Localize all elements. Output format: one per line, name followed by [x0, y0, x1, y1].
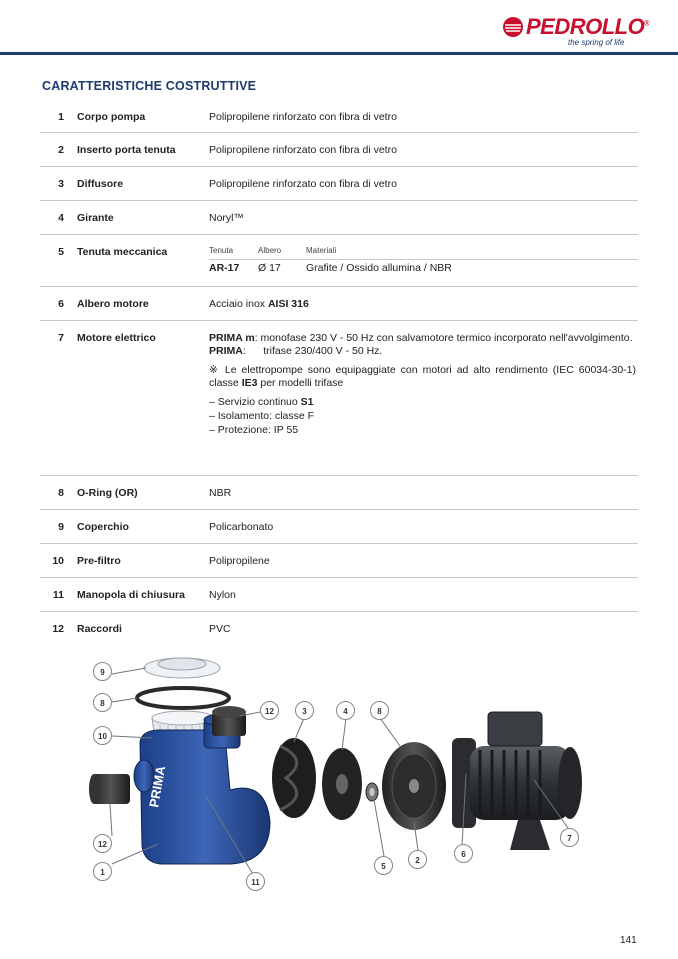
callout-marker: 10: [93, 726, 112, 745]
page-number: 141: [620, 935, 637, 946]
row-value: Polipropilene rinforzato con fibra di vetro: [209, 178, 397, 190]
row-number: 7: [58, 332, 64, 344]
table-row: [40, 133, 638, 167]
row-name: Motore elettrico: [77, 332, 156, 344]
row-name: Inserto porta tenuta: [77, 144, 176, 156]
row-number: 9: [58, 521, 64, 533]
row-name: Manopola di chiusura: [77, 589, 185, 601]
row-number: 4: [58, 212, 64, 224]
exploded-pump-diagram: [80, 650, 600, 900]
row-number: 1: [58, 111, 64, 123]
pump-illustration: [80, 650, 600, 900]
table-row: [40, 544, 638, 578]
motor-bullet: – Servizio continuo S1: [209, 396, 314, 408]
row-name: Diffusore: [77, 178, 124, 190]
table-row: [40, 201, 638, 235]
row-number: 3: [58, 178, 64, 190]
spec-table: [40, 100, 638, 645]
table-row: [40, 476, 638, 510]
callout-marker: 11: [246, 872, 265, 891]
row-value: Acciaio inox AISI 316: [209, 298, 309, 310]
row-name: Girante: [77, 212, 114, 224]
callout-marker: 7: [560, 828, 579, 847]
row-number: 6: [58, 298, 64, 310]
o-ring: [137, 688, 229, 708]
mechanical-seal: [366, 783, 378, 801]
impeller: [322, 748, 362, 820]
section-title: CARATTERISTICHE COSTRUTTIVE: [42, 79, 257, 93]
brand-logo: [502, 14, 652, 50]
row-value: Nylon: [209, 589, 236, 601]
table-row: [40, 510, 638, 544]
callout-marker: 1: [93, 862, 112, 881]
fitting-left: [89, 774, 130, 804]
table-row: [40, 235, 638, 287]
callout-marker: 3: [295, 701, 314, 720]
shaft-value: Ø 17: [258, 262, 281, 274]
note-symbol-icon: ※: [209, 364, 220, 376]
sub-table-rule: [209, 259, 638, 260]
motor-line-single-phase: PRIMA m: monofase 230 V - 50 Hz con salvamotore termico incorporato nell'avvolgimento.: [209, 332, 633, 344]
callout-marker: 6: [454, 844, 473, 863]
row-value: Polipropilene: [209, 555, 270, 567]
motor-bullet: – Isolamento: classe F: [209, 410, 315, 422]
body-label: PRIMA: [146, 764, 169, 809]
row-name: Raccordi: [77, 623, 122, 635]
row-number: 5: [58, 246, 64, 258]
materials-value: Grafite / Ossido allumina / NBR: [306, 262, 452, 274]
table-row: [40, 100, 638, 133]
row-value: Noryl™: [209, 212, 245, 224]
row-number: 2: [58, 144, 64, 156]
lid: [144, 658, 220, 678]
motor-line-three-phase: PRIMA: trifase 230/400 V - 50 Hz.: [209, 345, 383, 357]
row-value: Polipropilene rinforzato con fibra di vetro: [209, 111, 397, 123]
callout-marker: 8: [370, 701, 389, 720]
materials-header: Materiali: [306, 246, 337, 255]
callout-marker: 12: [93, 834, 112, 853]
row-number: 12: [52, 623, 64, 635]
row-name: Pre-filtro: [77, 555, 121, 567]
table-row: [40, 578, 638, 612]
row-value: Policarbonato: [209, 521, 274, 533]
row-value: Polipropilene rinforzato con fibra di vetro: [209, 144, 397, 156]
fitting-top: [212, 706, 246, 736]
shaft-header: Albero: [258, 246, 282, 255]
logo-mark-icon: [502, 16, 524, 38]
callout-marker: 4: [336, 701, 355, 720]
callout-marker: 5: [374, 856, 393, 875]
row-name: Corpo pompa: [77, 111, 146, 123]
row-number: 10: [52, 555, 64, 567]
pump-body: [134, 714, 270, 864]
brand-name: PEDROLLO®: [526, 14, 649, 39]
row-name: Coperchio: [77, 521, 129, 533]
callout-marker: 12: [260, 701, 279, 720]
motor-efficiency-note: ※ Le elettropompe sono equipaggiate con motori ad alto rendimento (IEC 60034-30-1) classe IE3 per modelli trifase: [209, 364, 636, 389]
seal-value: AR-17: [209, 262, 240, 274]
table-row: [40, 167, 638, 201]
table-row: [40, 612, 638, 645]
row-name: Albero motore: [77, 298, 149, 310]
row-value: PVC: [209, 623, 231, 635]
callout-marker: 8: [93, 693, 112, 712]
row-name: O-Ring (OR): [77, 487, 138, 499]
seal-insert: [382, 742, 446, 830]
row-name: Tenuta meccanica: [77, 246, 168, 258]
header-rule: [0, 52, 678, 55]
diffuser: [272, 738, 316, 818]
motor-bullet: – Protezione: IP 55: [209, 424, 299, 436]
callout-marker: 9: [93, 662, 112, 681]
seal-header: Tenuta: [209, 246, 234, 255]
brand-tagline: the spring of life: [568, 38, 625, 47]
table-row: [40, 287, 638, 321]
callout-marker: 2: [408, 850, 427, 869]
table-row: [40, 321, 638, 476]
row-number: 8: [58, 487, 64, 499]
row-number: 11: [52, 589, 64, 601]
row-value: NBR: [209, 487, 232, 499]
